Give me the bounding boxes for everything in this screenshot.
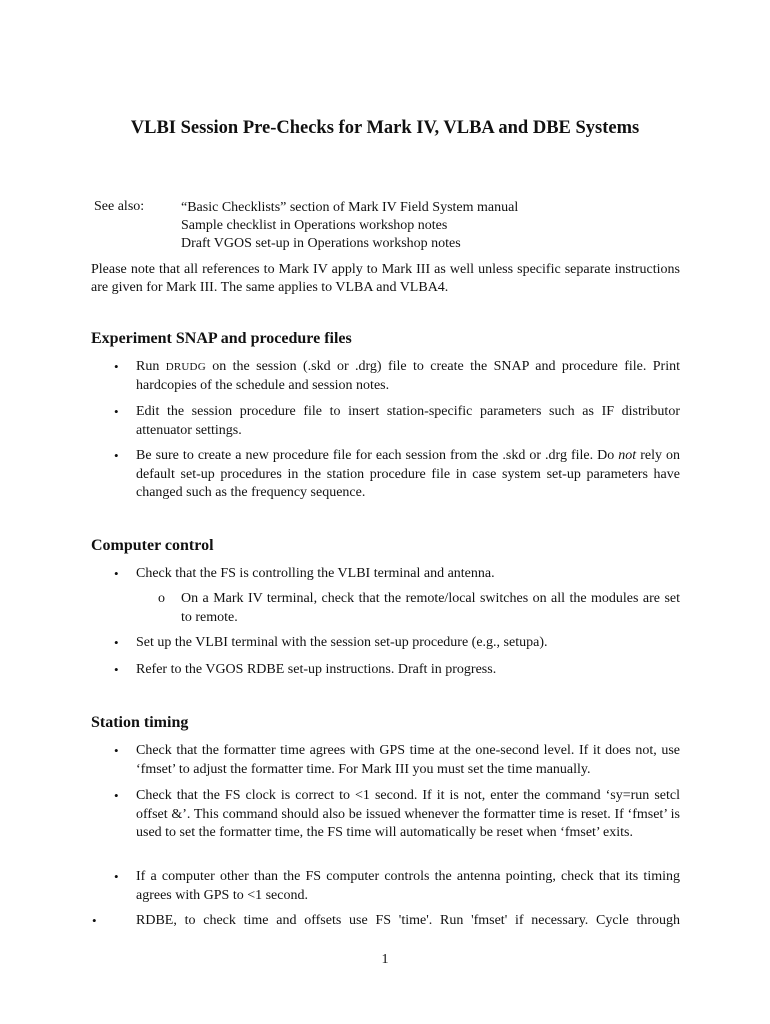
bullet-icon: • [92, 913, 97, 928]
bullet-icon: • [114, 743, 119, 758]
see-also-item: “Basic Checklists” section of Mark IV Field System manual [181, 200, 519, 215]
note-paragraph: Please note that all references to Mark IV apply to Mark III as well unless specific separate instructions are given for Mark III. The same applies to VLBA and VLBA4. [91, 262, 680, 295]
bullet-icon: • [114, 566, 119, 581]
list-item-setup: Set up the VLBI terminal with the session set-up procedure (e.g., setupa). [136, 635, 548, 650]
list-item-check-fs: Check that the FS is controlling the VLBI terminal and antenna. [136, 566, 495, 581]
list-item-fs-clock: Check that the FS clock is correct to <1 second. If it is not, enter the command ‘sy=run setcl offset &’. This command should also be issued whenever the formatter time is reset. If ‘fmset’ is used to set the formatter time, the FS time will automatically be reset when ‘fmset’ exits. [136, 788, 680, 840]
see-also-list [181, 199, 518, 253]
sub-list-item-mark4-switches: On a Mark IV terminal, check that the remote/local switches on all the modules are set to remote. [181, 591, 680, 625]
bullet-icon: • [114, 662, 119, 677]
command-name: DRUDG [165, 361, 206, 373]
list-item-vgos: Refer to the VGOS RDBE set-up instructions. Draft in progress. [136, 662, 497, 677]
bullet-icon: • [114, 869, 119, 884]
list-item-formatter-time: Check that the formatter time agrees with GPS time at the one-second level. If it does not, use ‘fmset’ to adjust the formatter time. For Mark III you must set the time manually. [136, 743, 680, 777]
page-number: 1 [381, 952, 389, 967]
list-item-create-procedure: Be sure to create a new procedure file for each session from the .skd or .drg file. Do not rely on default set-up procedures in the station procedure file in case system set-up parameters have changed such as the frequency sequence. [136, 448, 681, 500]
list-item-edit-procedure: Edit the session procedure file to insert station-specific parameters such as IF distributor attenuator settings. [136, 404, 680, 438]
bullet-icon: • [114, 788, 119, 803]
see-also-item: Sample checklist in Operations workshop notes [181, 218, 448, 233]
list-item-other-computer: If a computer other than the FS computer controls the antenna pointing, check that its timing agrees with GPS to <1 second. [136, 869, 680, 903]
sub-bullet-icon: o [158, 591, 165, 606]
see-also-label: See also: [94, 199, 145, 214]
page-title: VLBI Session Pre-Checks for Mark IV, VLBA and DBE Systems [130, 118, 640, 138]
bullet-icon: • [114, 635, 119, 650]
bullet-icon: • [114, 448, 119, 463]
emphasis: not [618, 448, 637, 463]
see-also-item: Draft VGOS set-up in Operations workshop notes [181, 236, 461, 251]
list-item-run-drudg: Run DRUDG on the session (.skd or .drg) file to create the SNAP and procedure file. Print hardcopies of the schedule and session notes. [136, 359, 680, 393]
list-item-rdbe: RDBE, to check time and offsets use FS 'time'. Run 'fmset' if necessary. Cycle through [136, 913, 680, 928]
bullet-icon: • [114, 359, 119, 374]
section-heading-snap: Experiment SNAP and procedure files [91, 330, 352, 347]
section-heading-timing: Station timing [91, 714, 189, 731]
section-heading-computer: Computer control [91, 537, 214, 554]
bullet-icon: • [114, 404, 119, 419]
